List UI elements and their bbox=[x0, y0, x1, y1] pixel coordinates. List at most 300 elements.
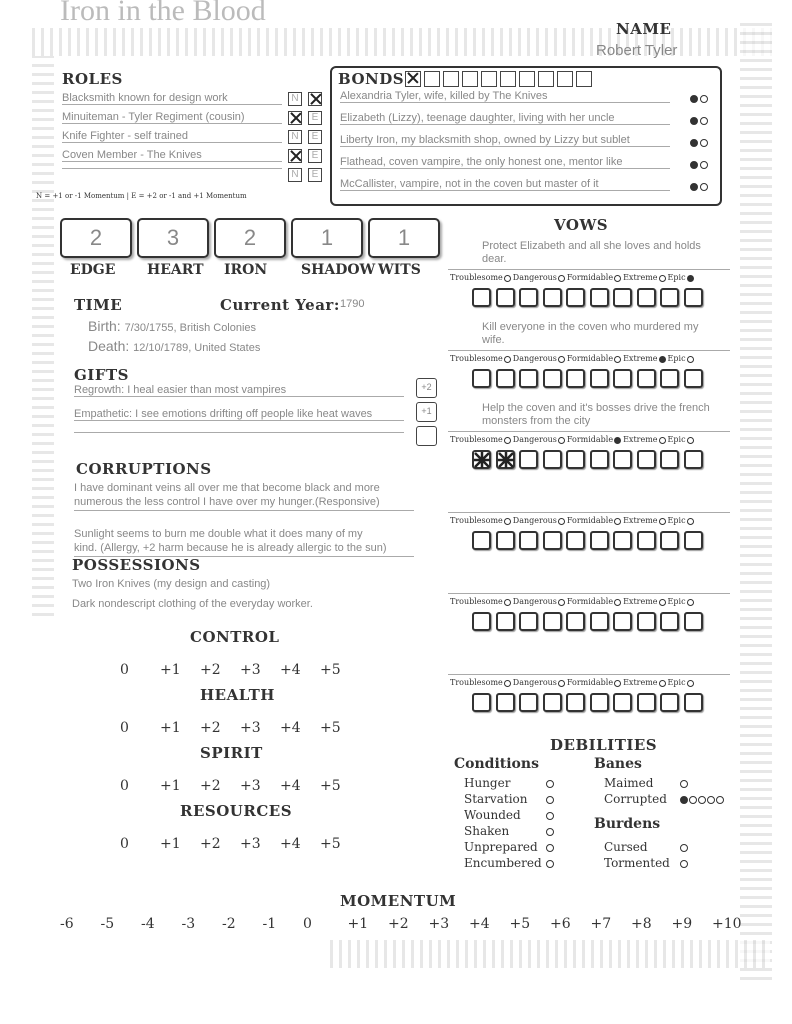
vow-rank-radio[interactable] bbox=[504, 599, 511, 606]
burden-tormented-checkbox[interactable] bbox=[680, 860, 688, 868]
vow-rank-radio[interactable] bbox=[687, 437, 694, 444]
vow-rank-radio[interactable] bbox=[659, 275, 666, 282]
meter-scale-value[interactable]: +1 bbox=[160, 662, 181, 678]
stats-row bbox=[60, 218, 444, 284]
bond-text[interactable]: Flathead, coven vampire, the only honest one, mentor like bbox=[340, 156, 670, 169]
role-e-checkbox[interactable]: E bbox=[308, 149, 322, 163]
bond-progress-box[interactable] bbox=[576, 71, 592, 87]
meter-health-label: HEALTH bbox=[200, 686, 275, 704]
vow-rank-label: Epic bbox=[667, 516, 686, 525]
momentum-value[interactable]: +1 bbox=[347, 916, 369, 932]
birth-row bbox=[88, 318, 256, 334]
condition-starvation-label: Starvation bbox=[464, 792, 528, 806]
condition-unprepared-checkbox[interactable] bbox=[546, 844, 554, 852]
vow-progress-box[interactable] bbox=[543, 531, 562, 550]
stat-iron-value[interactable]: 2 bbox=[214, 218, 286, 258]
vow-progress-box[interactable] bbox=[543, 288, 562, 307]
vow-rank-radio[interactable] bbox=[687, 356, 694, 363]
vow-progress-box[interactable] bbox=[472, 612, 491, 631]
momentum-value[interactable]: +2 bbox=[388, 916, 409, 932]
vow-rank-radio[interactable] bbox=[614, 518, 621, 525]
vow-progress-box[interactable] bbox=[660, 450, 679, 469]
momentum-value[interactable]: -6 bbox=[60, 916, 74, 932]
vow-rank-label: Formidable bbox=[566, 516, 614, 525]
bond-text[interactable]: Elizabeth (Lizzy), teenage daughter, living with her uncle bbox=[340, 112, 670, 125]
bond-progress-box[interactable] bbox=[557, 71, 573, 87]
stat-heart-label: HEART bbox=[147, 262, 204, 278]
condition-unprepared-label: Unprepared bbox=[464, 840, 538, 854]
vows-header: VOWS bbox=[554, 216, 609, 234]
meter-control-label: CONTROL bbox=[190, 628, 280, 646]
vow-rank-radio[interactable] bbox=[504, 356, 511, 363]
bond-mark[interactable] bbox=[690, 161, 698, 169]
possession-item[interactable]: Two Iron Knives (my design and casting) bbox=[72, 578, 271, 590]
possessions-header: POSSESSIONS bbox=[72, 556, 201, 574]
vow-rank-radio[interactable] bbox=[659, 518, 666, 525]
condition-wounded-label: Wounded bbox=[464, 808, 521, 822]
vow-rank-radio[interactable] bbox=[614, 599, 621, 606]
vow-rank-radio[interactable] bbox=[558, 680, 565, 687]
vow-underline bbox=[448, 512, 730, 513]
gift-bonus-box[interactable]: +1 bbox=[416, 402, 437, 422]
vow-rank-radio[interactable] bbox=[687, 680, 694, 687]
vow-underline bbox=[448, 431, 730, 432]
possession-item[interactable]: Dark nondescript clothing of the everyday worker. bbox=[72, 598, 313, 610]
vow-progress-box[interactable] bbox=[637, 288, 656, 307]
vow-rank-radio[interactable] bbox=[504, 518, 511, 525]
meter-scale-value[interactable]: +3 bbox=[240, 836, 261, 852]
vow-rank-radio[interactable] bbox=[687, 599, 694, 606]
decorative-border-bottom bbox=[330, 940, 770, 968]
vow-rank-label: Dangerous bbox=[512, 273, 557, 282]
vow-rank-label: Extreme bbox=[623, 516, 658, 525]
meter-scale-value[interactable]: +3 bbox=[240, 662, 261, 678]
role-e-checkbox[interactable]: E bbox=[308, 111, 322, 125]
debilities-panel bbox=[454, 754, 744, 874]
death-value[interactable]: 12/10/1789, United States bbox=[133, 342, 261, 354]
vow-progress-box[interactable] bbox=[590, 612, 609, 631]
vow-progress-box[interactable] bbox=[660, 693, 679, 712]
momentum-value[interactable]: +7 bbox=[590, 916, 612, 932]
death-label: Death: bbox=[88, 338, 130, 354]
momentum-value[interactable]: +5 bbox=[509, 916, 531, 932]
condition-encumbered-label: Encumbered bbox=[464, 856, 542, 870]
meter-scale-value[interactable]: +4 bbox=[280, 778, 301, 794]
vow-progress-box[interactable] bbox=[566, 450, 585, 469]
vow-rank-radio[interactable] bbox=[614, 356, 621, 363]
vow-rank-radio[interactable] bbox=[614, 437, 621, 444]
bonds-progress-track bbox=[405, 71, 605, 87]
meter-scale-value[interactable]: +1 bbox=[160, 720, 181, 736]
vow-progress-box[interactable] bbox=[684, 531, 703, 550]
role-e-checkbox[interactable] bbox=[308, 92, 322, 106]
meter-scale-value[interactable]: +4 bbox=[280, 662, 301, 678]
vow-progress-box[interactable] bbox=[472, 531, 491, 550]
current-year-value[interactable]: 1790 bbox=[340, 298, 365, 310]
vow-text[interactable]: Protect Elizabeth and all she loves and holds dear. bbox=[482, 240, 701, 265]
vow-progress-box[interactable] bbox=[637, 531, 656, 550]
momentum-value[interactable]: +6 bbox=[550, 916, 571, 932]
vow-progress-box[interactable] bbox=[496, 288, 515, 307]
vow-progress-box[interactable] bbox=[684, 369, 703, 388]
vow-rank-radio[interactable] bbox=[504, 275, 511, 282]
vow-rank-label: Extreme bbox=[623, 597, 658, 606]
vow-rank-label: Extreme bbox=[623, 678, 658, 687]
birth-value[interactable]: 7/30/1755, British Colonies bbox=[124, 322, 257, 334]
gifts-header: GIFTS bbox=[74, 366, 129, 384]
vow-progress-box[interactable] bbox=[496, 693, 515, 712]
bond-mark[interactable] bbox=[700, 117, 708, 125]
vow-progress-box[interactable] bbox=[637, 693, 656, 712]
roles-legend: N = +1 or -1 Momentum | E = +2 or -1 and +1 Momentum bbox=[36, 192, 247, 200]
condition-wounded-checkbox[interactable] bbox=[546, 812, 554, 820]
burden-cursed-checkbox[interactable] bbox=[680, 844, 688, 852]
bond-mark[interactable] bbox=[700, 139, 708, 147]
vow-text[interactable]: Help the coven and it's bosses drive the french monsters from the city bbox=[482, 402, 710, 427]
sheet-title: Iron in the Blood bbox=[60, 0, 266, 27]
vow-rank-label: Epic bbox=[667, 273, 686, 282]
vow-progress-box[interactable] bbox=[519, 693, 538, 712]
vow-rank-radio[interactable] bbox=[659, 356, 666, 363]
vow-rank-radio[interactable] bbox=[504, 437, 511, 444]
vow-progress-box[interactable] bbox=[684, 693, 703, 712]
meter-spirit-label: SPIRIT bbox=[200, 744, 263, 762]
vow-rank-label: Extreme bbox=[623, 273, 658, 282]
role-n-checkbox[interactable]: N bbox=[288, 168, 302, 182]
vow-rank-radio[interactable] bbox=[558, 599, 565, 606]
role-e-checkbox[interactable]: E bbox=[308, 168, 322, 182]
stat-edge-label: EDGE bbox=[70, 262, 116, 278]
role-text[interactable]: Coven Member - The Knives bbox=[62, 149, 282, 162]
stat-iron-label: IRON bbox=[224, 262, 268, 278]
vow-progress-box[interactable] bbox=[472, 450, 491, 469]
stat-shadow-value[interactable]: 1 bbox=[291, 218, 363, 258]
vow-rank-label: Dangerous bbox=[512, 435, 557, 444]
meter-scale-value[interactable]: 0 bbox=[120, 720, 129, 736]
vow-rank-label: Extreme bbox=[623, 354, 658, 363]
vow-rank-row bbox=[450, 516, 694, 525]
momentum-value[interactable]: -5 bbox=[100, 916, 115, 932]
role-e-checkbox[interactable]: E bbox=[308, 130, 322, 144]
condition-shaken-label: Shaken bbox=[464, 824, 510, 838]
bond-mark[interactable] bbox=[690, 183, 698, 191]
momentum-value[interactable]: 0 bbox=[303, 916, 312, 932]
meter-scale-value[interactable]: +2 bbox=[200, 662, 221, 678]
vow-progress-box[interactable] bbox=[496, 531, 515, 550]
bane-corrupted-checkbox[interactable] bbox=[716, 796, 724, 804]
bonds-list bbox=[338, 90, 716, 200]
vow-progress-box[interactable] bbox=[613, 369, 632, 388]
vow-progress-box[interactable] bbox=[519, 369, 538, 388]
vow-progress-box[interactable] bbox=[660, 531, 679, 550]
vow-underline bbox=[448, 593, 730, 594]
bonds-header: BONDS bbox=[338, 70, 405, 88]
stat-heart-value[interactable]: 3 bbox=[137, 218, 209, 258]
vow-rank-label: Troublesome bbox=[450, 597, 503, 606]
vow-progress-box[interactable] bbox=[566, 612, 585, 631]
vow-progress-box[interactable] bbox=[543, 369, 562, 388]
meter-scale-value[interactable]: +1 bbox=[160, 836, 181, 852]
stat-wits-label: WITS bbox=[378, 262, 421, 278]
momentum-value[interactable]: -4 bbox=[141, 916, 155, 932]
vow-progress-box[interactable] bbox=[660, 612, 679, 631]
gift-bonus-box[interactable]: +2 bbox=[416, 378, 437, 398]
vow-progress-box[interactable] bbox=[684, 450, 703, 469]
meter-scale-value[interactable]: +2 bbox=[200, 836, 221, 852]
meter-scale-value[interactable]: +5 bbox=[320, 836, 341, 852]
vow-rank-label: Epic bbox=[667, 597, 686, 606]
vow-rank-radio[interactable] bbox=[558, 437, 565, 444]
vow-progress-box[interactable] bbox=[519, 612, 538, 631]
vow-progress-box[interactable] bbox=[613, 693, 632, 712]
condition-hunger-checkbox[interactable] bbox=[546, 780, 554, 788]
condition-starvation-checkbox[interactable] bbox=[546, 796, 554, 804]
bond-progress-box[interactable] bbox=[500, 71, 516, 87]
roles-header: ROLES bbox=[62, 70, 123, 88]
burden-tormented-label: Tormented bbox=[604, 856, 670, 870]
vow-progress-box[interactable] bbox=[590, 369, 609, 388]
banes-header: Banes bbox=[594, 756, 642, 772]
meter-scale-value[interactable]: +3 bbox=[240, 778, 261, 794]
corruption-line2[interactable]: kind. (Allergy, +2 harm because he is already allergic to the sun) bbox=[74, 542, 387, 554]
vow-rank-radio[interactable] bbox=[558, 518, 565, 525]
momentum-header: MOMENTUM bbox=[340, 892, 457, 910]
vow-rank-radio[interactable] bbox=[558, 356, 565, 363]
condition-hunger-label: Hunger bbox=[464, 776, 511, 790]
vow-underline bbox=[448, 674, 730, 675]
meter-scale-value[interactable]: +2 bbox=[200, 720, 221, 736]
vow-rank-row bbox=[450, 273, 694, 282]
condition-shaken-checkbox[interactable] bbox=[546, 828, 554, 836]
meters bbox=[60, 628, 440, 868]
vow-progress-box[interactable] bbox=[613, 450, 632, 469]
vow-rank-row bbox=[450, 435, 694, 444]
bond-progress-box[interactable] bbox=[538, 71, 554, 87]
bane-corrupted-checkbox[interactable] bbox=[689, 796, 697, 804]
gifts-list bbox=[72, 376, 442, 450]
vow-progress-box[interactable] bbox=[472, 288, 491, 307]
death-row bbox=[88, 338, 260, 354]
vow-progress-box[interactable] bbox=[590, 288, 609, 307]
corruptions-list bbox=[74, 482, 434, 562]
bond-text[interactable]: McCallister, vampire, not in the coven but master of it bbox=[340, 178, 670, 191]
vow-rank-label: Dangerous bbox=[512, 678, 557, 687]
vow-rank-radio[interactable] bbox=[659, 599, 666, 606]
burden-cursed-label: Cursed bbox=[604, 840, 648, 854]
vow-progress-box[interactable] bbox=[613, 612, 632, 631]
bond-progress-box[interactable] bbox=[424, 71, 440, 87]
bane-maimed-label: Maimed bbox=[604, 776, 654, 790]
vows-list bbox=[448, 236, 738, 736]
momentum-value[interactable]: -2 bbox=[222, 916, 236, 932]
meter-scale-value[interactable]: +1 bbox=[160, 778, 181, 794]
bane-corrupted-label: Corrupted bbox=[604, 792, 667, 806]
meter-scale-value[interactable]: +5 bbox=[320, 662, 341, 678]
bond-mark[interactable] bbox=[690, 117, 698, 125]
bond-progress-box[interactable] bbox=[405, 71, 421, 87]
momentum-value[interactable]: -1 bbox=[262, 916, 277, 932]
condition-encumbered-checkbox[interactable] bbox=[546, 860, 554, 868]
meter-scale-value[interactable]: 0 bbox=[120, 778, 129, 794]
meter-resources-label: RESOURCES bbox=[180, 802, 293, 820]
bond-progress-box[interactable] bbox=[519, 71, 535, 87]
vow-progress-box[interactable] bbox=[590, 693, 609, 712]
stat-edge-value[interactable]: 2 bbox=[60, 218, 132, 258]
vow-progress-box[interactable] bbox=[660, 288, 679, 307]
vow-rank-radio[interactable] bbox=[614, 275, 621, 282]
bond-text[interactable]: Alexandria Tyler, wife, killed by The Knives bbox=[340, 90, 670, 103]
vow-progress-box[interactable] bbox=[566, 288, 585, 307]
vow-rank-radio[interactable] bbox=[687, 518, 694, 525]
stat-wits-value[interactable]: 1 bbox=[368, 218, 440, 258]
corruption-line1[interactable]: I have dominant veins all over me that become black and more bbox=[74, 482, 380, 494]
vow-progress-box[interactable] bbox=[519, 450, 538, 469]
current-year-label: Current Year: bbox=[220, 296, 340, 314]
momentum-track bbox=[60, 916, 740, 938]
gift-bonus-box[interactable] bbox=[416, 426, 437, 446]
role-text[interactable]: Minuiteman - Tyler Regiment (cousin) bbox=[62, 111, 282, 124]
vow-rank-label: Troublesome bbox=[450, 516, 503, 525]
vow-progress-box[interactable] bbox=[684, 612, 703, 631]
vow-text[interactable]: Kill everyone in the coven who murdered my wife. bbox=[482, 321, 699, 346]
name-value[interactable]: Robert Tyler bbox=[596, 42, 678, 59]
vow-rank-label: Dangerous bbox=[512, 597, 557, 606]
role-text[interactable]: Knife Fighter - self trained bbox=[62, 130, 282, 143]
vow-progress-box[interactable] bbox=[684, 288, 703, 307]
stat-shadow-label: SHADOW bbox=[301, 262, 376, 278]
role-n-checkbox[interactable] bbox=[288, 149, 302, 163]
vow-progress-box[interactable] bbox=[660, 369, 679, 388]
corruption-underline bbox=[74, 510, 414, 511]
vow-rank-label: Formidable bbox=[566, 678, 614, 687]
vow-progress-box[interactable] bbox=[566, 369, 585, 388]
vow-rank-label: Troublesome bbox=[450, 435, 503, 444]
vow-rank-radio[interactable] bbox=[659, 437, 666, 444]
vow-progress-box[interactable] bbox=[543, 612, 562, 631]
bond-mark[interactable] bbox=[690, 139, 698, 147]
bane-maimed-checkbox[interactable] bbox=[680, 780, 688, 788]
vow-rank-label: Epic bbox=[667, 678, 686, 687]
vow-rank-label: Dangerous bbox=[512, 354, 557, 363]
vow-progress-box[interactable] bbox=[613, 288, 632, 307]
momentum-value[interactable]: +3 bbox=[428, 916, 450, 932]
vow-progress-box[interactable] bbox=[590, 531, 609, 550]
meter-scale-value[interactable]: +5 bbox=[320, 778, 341, 794]
time-header: TIME bbox=[74, 296, 123, 314]
vow-progress-box[interactable] bbox=[496, 450, 515, 469]
vow-progress-box[interactable] bbox=[496, 612, 515, 631]
possessions-list bbox=[72, 578, 432, 618]
vow-progress-box[interactable] bbox=[472, 693, 491, 712]
meter-scale-value[interactable]: +5 bbox=[320, 720, 341, 736]
momentum-value[interactable]: +8 bbox=[631, 916, 652, 932]
bane-corrupted-checkbox[interactable] bbox=[698, 796, 706, 804]
momentum-value[interactable]: +10 bbox=[712, 916, 742, 932]
bond-progress-box[interactable] bbox=[481, 71, 497, 87]
vow-progress-box[interactable] bbox=[637, 369, 656, 388]
vow-progress-box[interactable] bbox=[637, 450, 656, 469]
role-n-checkbox[interactable]: N bbox=[288, 92, 302, 106]
vow-progress-box[interactable] bbox=[637, 612, 656, 631]
conditions-header: Conditions bbox=[454, 756, 539, 772]
vow-rank-radio[interactable] bbox=[687, 275, 694, 282]
vow-rank-label: Dangerous bbox=[512, 516, 557, 525]
bane-corrupted-checkbox[interactable] bbox=[707, 796, 715, 804]
decorative-border-left bbox=[32, 56, 54, 616]
vow-progress-box[interactable] bbox=[519, 288, 538, 307]
vow-rank-label: Formidable bbox=[566, 354, 614, 363]
vow-rank-radio[interactable] bbox=[504, 680, 511, 687]
meter-scale-value[interactable]: 0 bbox=[120, 836, 129, 852]
momentum-value[interactable]: +4 bbox=[469, 916, 490, 932]
vow-rank-label: Troublesome bbox=[450, 678, 503, 687]
role-n-checkbox[interactable]: N bbox=[288, 130, 302, 144]
momentum-value[interactable]: -3 bbox=[181, 916, 196, 932]
meter-scale-value[interactable]: +2 bbox=[200, 778, 221, 794]
burdens-header: Burdens bbox=[594, 816, 661, 832]
birth-label: Birth: bbox=[88, 318, 121, 334]
vow-rank-radio[interactable] bbox=[659, 680, 666, 687]
debilities-header: DEBILITIES bbox=[550, 736, 658, 754]
bond-mark[interactable] bbox=[700, 95, 708, 103]
vow-rank-label: Extreme bbox=[623, 435, 658, 444]
bane-corrupted-checkbox[interactable] bbox=[680, 796, 688, 804]
vow-progress-box[interactable] bbox=[566, 531, 585, 550]
meter-scale-value[interactable]: +4 bbox=[280, 836, 301, 852]
vow-progress-box[interactable] bbox=[566, 693, 585, 712]
vow-progress-box[interactable] bbox=[590, 450, 609, 469]
bond-progress-box[interactable] bbox=[443, 71, 459, 87]
bond-mark[interactable] bbox=[690, 95, 698, 103]
gift-text[interactable]: Empathetic: I see emotions drifting off people like heat waves bbox=[74, 408, 404, 421]
meter-scale-value[interactable]: +4 bbox=[280, 720, 301, 736]
bond-mark[interactable] bbox=[700, 161, 708, 169]
vow-progress-box[interactable] bbox=[496, 369, 515, 388]
vow-rank-radio[interactable] bbox=[614, 680, 621, 687]
gift-text[interactable]: Regrowth: I heal easier than most vampires bbox=[74, 384, 404, 397]
vow-progress-box[interactable] bbox=[519, 531, 538, 550]
momentum-value[interactable]: +9 bbox=[671, 916, 693, 932]
vow-rank-label: Troublesome bbox=[450, 354, 503, 363]
role-text[interactable] bbox=[62, 168, 282, 169]
vow-progress-box[interactable] bbox=[543, 450, 562, 469]
vow-rank-row bbox=[450, 597, 694, 606]
vow-underline bbox=[448, 269, 730, 270]
gift-text[interactable] bbox=[74, 432, 404, 433]
vow-rank-row bbox=[450, 678, 694, 687]
vow-underline bbox=[448, 350, 730, 351]
meter-scale-value[interactable]: +3 bbox=[240, 720, 261, 736]
bond-text[interactable]: Liberty Iron, my blacksmith shop, owned by Lizzy but sublet bbox=[340, 134, 670, 147]
role-text[interactable]: Blacksmith known for design work bbox=[62, 92, 282, 105]
corruptions-header: CORRUPTIONS bbox=[76, 460, 212, 478]
roles-list bbox=[60, 90, 330, 200]
vow-rank-label: Formidable bbox=[566, 435, 614, 444]
vow-rank-label: Formidable bbox=[566, 597, 614, 606]
vow-rank-label: Epic bbox=[667, 435, 686, 444]
bond-progress-box[interactable] bbox=[462, 71, 478, 87]
vow-progress-box[interactable] bbox=[613, 531, 632, 550]
meter-scale-value[interactable]: 0 bbox=[120, 662, 129, 678]
vow-progress-box[interactable] bbox=[543, 693, 562, 712]
corruption-line2[interactable]: numerous the less control I have over my hunger.(Responsive) bbox=[74, 496, 380, 508]
corruption-line1[interactable]: Sunlight seems to burn me double what it does many of my bbox=[74, 528, 363, 540]
role-n-checkbox[interactable] bbox=[288, 111, 302, 125]
vow-rank-radio[interactable] bbox=[558, 275, 565, 282]
vow-progress-box[interactable] bbox=[472, 369, 491, 388]
decorative-border-right bbox=[740, 20, 772, 980]
bond-mark[interactable] bbox=[700, 183, 708, 191]
